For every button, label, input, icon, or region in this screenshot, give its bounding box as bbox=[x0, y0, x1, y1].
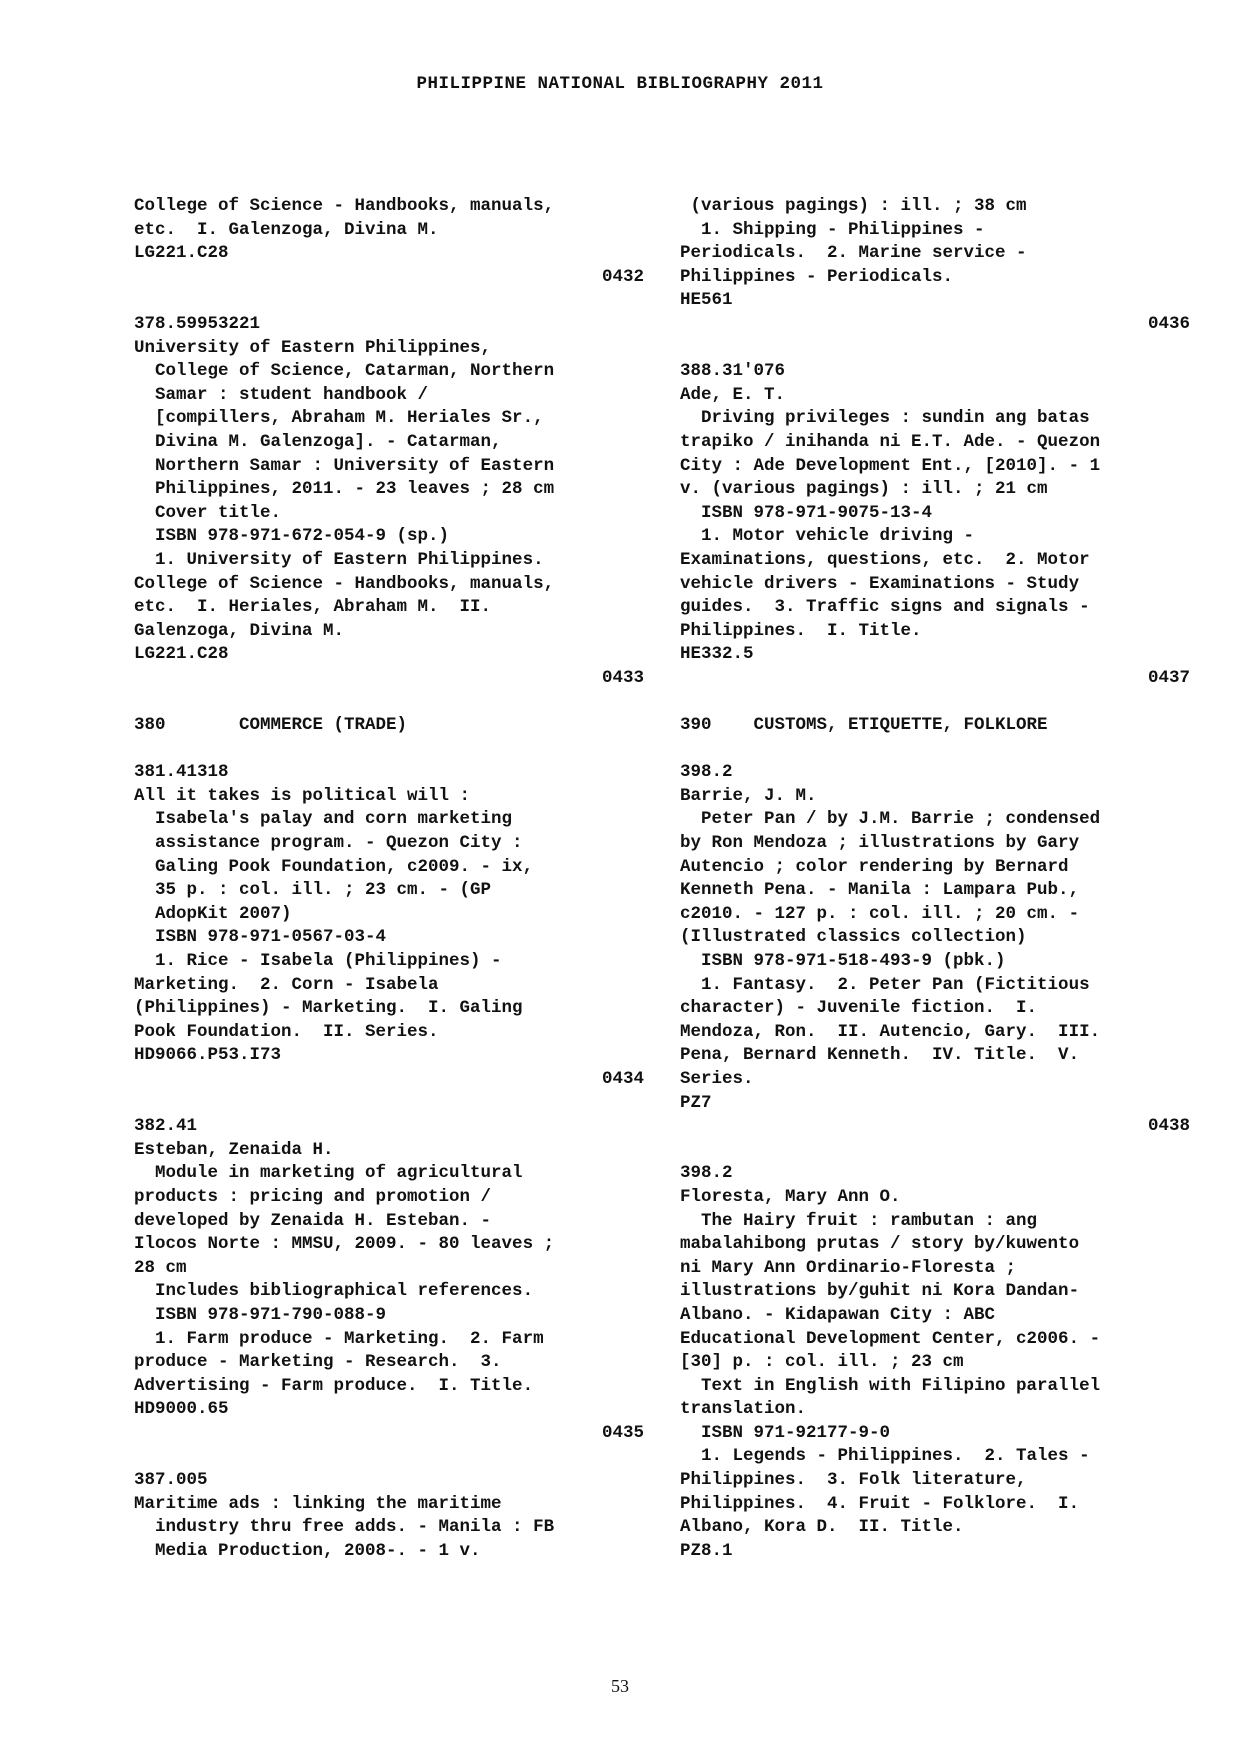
text-line: ISBN 978-971-518-493-9 (pbk.) bbox=[680, 951, 1006, 971]
text-line: 388.31'076 bbox=[680, 361, 786, 382]
text-line: Floresta, Mary Ann O. bbox=[680, 1186, 901, 1207]
text-line: Philippines. 4. Fruit - Folklore. I. bbox=[680, 1493, 1080, 1514]
text-line: College of Science, Catarman, Northern bbox=[134, 361, 555, 382]
text-line: ISBN 978-971-0567-03-4 bbox=[134, 927, 387, 948]
text-line: Advertising - Farm produce. I. Title. bbox=[134, 1375, 534, 1396]
text-line: 1. Motor vehicle driving - bbox=[680, 526, 975, 547]
text-line: All it takes is political will : bbox=[134, 785, 471, 806]
text-line: 1. Legends - Philippines. 2. Tales - bbox=[680, 1446, 1090, 1467]
text-line: (Illustrated classics collection) bbox=[680, 927, 1027, 948]
text-line: by Ron Mendoza ; illustrations by Gary bbox=[680, 833, 1080, 854]
text-line: 381.41318 bbox=[134, 762, 229, 783]
entry-number: 0437 bbox=[1147, 667, 1190, 688]
text-line: HE332.5 bbox=[680, 644, 754, 665]
text-line: Barrie, J. M. bbox=[680, 785, 817, 806]
text-line: (various pagings) : ill. ; 38 cm bbox=[680, 196, 1027, 216]
text-line: etc. I. Galenzoga, Divina M. bbox=[134, 219, 439, 240]
text-line: Galenzoga, Divina M. bbox=[134, 620, 345, 641]
text-line: ni Mary Ann Ordinario-Floresta ; bbox=[680, 1257, 1017, 1278]
text-line: City : Ade Development Ent., [2010]. - 1 bbox=[680, 455, 1101, 476]
text-line: Mendoza, Ron. II. Autencio, Gary. III. bbox=[680, 1021, 1101, 1042]
text-line: PZ8.1 bbox=[680, 1540, 733, 1561]
text-line: [compillers, Abraham M. Heriales Sr., bbox=[134, 408, 544, 429]
text-line: Maritime ads : linking the maritime bbox=[134, 1493, 502, 1514]
text-line: Samar : student handbook / bbox=[134, 384, 429, 405]
text-line: Albano, Kora D. II. Title. bbox=[680, 1517, 964, 1538]
text-line: illustrations by/guhit ni Kora Dandan- bbox=[680, 1281, 1080, 1302]
text-line: Pook Foundation. II. Series. bbox=[134, 1021, 439, 1042]
text-line: ISBN 971-92177-9-0 bbox=[680, 1422, 891, 1443]
text-line: Text in English with Filipino parallel bbox=[680, 1375, 1101, 1396]
text-line: 1. Farm produce - Marketing. 2. Farm bbox=[134, 1328, 544, 1349]
text-line: Autencio ; color rendering by Bernard bbox=[680, 856, 1069, 877]
text-line: 1. Shipping - Philippines - bbox=[680, 219, 985, 240]
text-line: Philippines. 3. Folk literature, bbox=[680, 1470, 1027, 1491]
text-line: c2010. - 127 p. : col. ill. ; 20 cm. - bbox=[680, 903, 1080, 924]
text-line: Isabela's palay and corn marketing bbox=[134, 809, 513, 830]
text-line: [30] p. : col. ill. ; 23 cm bbox=[680, 1352, 964, 1373]
text-line: mabalahibong prutas / story by/kuwento bbox=[680, 1234, 1080, 1255]
text-line bbox=[134, 1445, 644, 1469]
text-line bbox=[134, 738, 644, 762]
text-line: Peter Pan / by J.M. Barrie ; condensed bbox=[680, 809, 1101, 830]
text-line: 35 p. : col. ill. ; 23 cm. - (GP bbox=[134, 880, 492, 901]
entry-number: 0432 bbox=[601, 266, 644, 287]
text-line: Kenneth Pena. - Manila : Lampara Pub., bbox=[680, 880, 1080, 901]
text-line: etc. I. Heriales, Abraham M. II. bbox=[134, 597, 492, 618]
text-line: College of Science - Handbooks, manuals, bbox=[134, 573, 555, 594]
text-line: ISBN 978-971-672-054-9 (sp.) bbox=[134, 526, 450, 547]
text-line: v. (various pagings) : ill. ; 21 cm bbox=[680, 479, 1048, 500]
text-line: ISBN 978-971-790-088-9 bbox=[134, 1304, 387, 1325]
text-line: vehicle drivers - Examinations - Study bbox=[680, 573, 1080, 594]
text-line: LG221.C28 bbox=[134, 243, 229, 264]
entry-number: 0435 bbox=[601, 1422, 644, 1443]
text-line: 1. Fantasy. 2. Peter Pan (Fictitious bbox=[680, 974, 1090, 995]
text-line: College of Science - Handbooks, manuals, bbox=[134, 196, 555, 216]
text-line: 28 cm bbox=[134, 1257, 187, 1278]
text-line: guides. 3. Traffic signs and signals - bbox=[680, 597, 1090, 618]
text-line: Esteban, Zenaida H. bbox=[134, 1139, 334, 1160]
left-column bbox=[134, 195, 644, 1563]
text-line: HD9000.65 bbox=[134, 1399, 229, 1420]
text-line: Cover title. bbox=[134, 502, 282, 523]
text-line: HD9066.P53.I73 bbox=[134, 1045, 282, 1066]
text-line: Pena, Bernard Kenneth. IV. Title. V. bbox=[680, 1045, 1080, 1066]
text-line: LG221.C28 bbox=[134, 644, 229, 665]
text-line: produce - Marketing - Research. 3. bbox=[134, 1352, 502, 1373]
text-line: 390 CUSTOMS, ETIQUETTE, FOLKLORE bbox=[680, 715, 1048, 736]
page-header: PHILIPPINE NATIONAL BIBLIOGRAPHY 2011 bbox=[416, 74, 824, 94]
text-line: translation. bbox=[680, 1399, 807, 1420]
text-line: The Hairy fruit : rambutan : ang bbox=[680, 1210, 1038, 1231]
text-line: Galing Pook Foundation, c2009. - ix, bbox=[134, 856, 534, 877]
text-line: character) - Juvenile fiction. I. bbox=[680, 998, 1038, 1019]
text-line: Marketing. 2. Corn - Isabela bbox=[134, 974, 439, 995]
entry-number: 0438 bbox=[1147, 1116, 1190, 1137]
text-line: 398.2 bbox=[680, 762, 733, 783]
text-line: Philippines, 2011. - 23 leaves ; 28 cm bbox=[134, 479, 555, 500]
text-line: Periodicals. 2. Marine service - bbox=[680, 243, 1027, 264]
text-line: Ilocos Norte : MMSU, 2009. - 80 leaves ; bbox=[134, 1234, 555, 1255]
text-line: Driving privileges : sundin ang batas bbox=[680, 408, 1090, 429]
text-line: 398.2 bbox=[680, 1163, 733, 1184]
text-line: 1. Rice - Isabela (Philippines) - bbox=[134, 951, 502, 971]
entry-number: 0436 bbox=[1147, 313, 1190, 334]
text-line: 1. University of Eastern Philippines. bbox=[134, 549, 544, 570]
text-line: Divina M. Galenzoga]. - Catarman, bbox=[134, 431, 502, 452]
text-line: assistance program. - Quezon City : bbox=[134, 833, 523, 854]
text-line: AdopKit 2007) bbox=[134, 903, 292, 924]
text-line bbox=[134, 1092, 644, 1116]
right-column bbox=[680, 195, 1190, 1563]
text-line: Media Production, 2008-. - 1 v. bbox=[134, 1540, 481, 1561]
text-line: 387.005 bbox=[134, 1470, 208, 1491]
page-number: 53 bbox=[611, 1676, 629, 1696]
text-line: Examinations, questions, etc. 2. Motor bbox=[680, 549, 1090, 570]
text-line: Philippines. I. Title. bbox=[680, 620, 922, 641]
text-line bbox=[680, 337, 1190, 361]
text-line: Module in marketing of agricultural bbox=[134, 1163, 523, 1184]
text-line: Series. bbox=[680, 1068, 754, 1089]
text-line bbox=[680, 1139, 1190, 1163]
text-line: Albano. - Kidapawan City : ABC bbox=[680, 1304, 996, 1325]
text-line: 380 COMMERCE (TRADE) bbox=[134, 715, 408, 736]
text-line: Ade, E. T. bbox=[680, 384, 786, 405]
text-line: Philippines - Periodicals. bbox=[680, 266, 954, 287]
text-line: HE561 bbox=[680, 290, 733, 311]
text-line bbox=[680, 738, 1190, 762]
entry-number: 0433 bbox=[601, 667, 644, 688]
text-line: Educational Development Center, c2006. - bbox=[680, 1328, 1101, 1349]
text-line: PZ7 bbox=[680, 1092, 712, 1113]
text-line: 382.41 bbox=[134, 1116, 198, 1137]
text-line: (Philippines) - Marketing. I. Galing bbox=[134, 998, 523, 1019]
text-line bbox=[134, 690, 644, 714]
text-line: Includes bibliographical references. bbox=[134, 1281, 534, 1302]
text-line: University of Eastern Philippines, bbox=[134, 337, 492, 358]
text-line: Northern Samar : University of Eastern bbox=[134, 455, 555, 476]
text-line: products : pricing and promotion / bbox=[134, 1186, 492, 1207]
text-line: 378.59953221 bbox=[134, 313, 261, 334]
text-line: ISBN 978-971-9075-13-4 bbox=[680, 502, 933, 523]
text-line bbox=[134, 289, 644, 313]
text-line: developed by Zenaida H. Esteban. - bbox=[134, 1210, 492, 1231]
text-line bbox=[680, 690, 1190, 714]
text-line: industry thru free adds. - Manila : FB bbox=[134, 1517, 555, 1538]
text-line: trapiko / inihanda ni E.T. Ade. - Quezon bbox=[680, 431, 1101, 452]
entry-number: 0434 bbox=[601, 1068, 644, 1089]
